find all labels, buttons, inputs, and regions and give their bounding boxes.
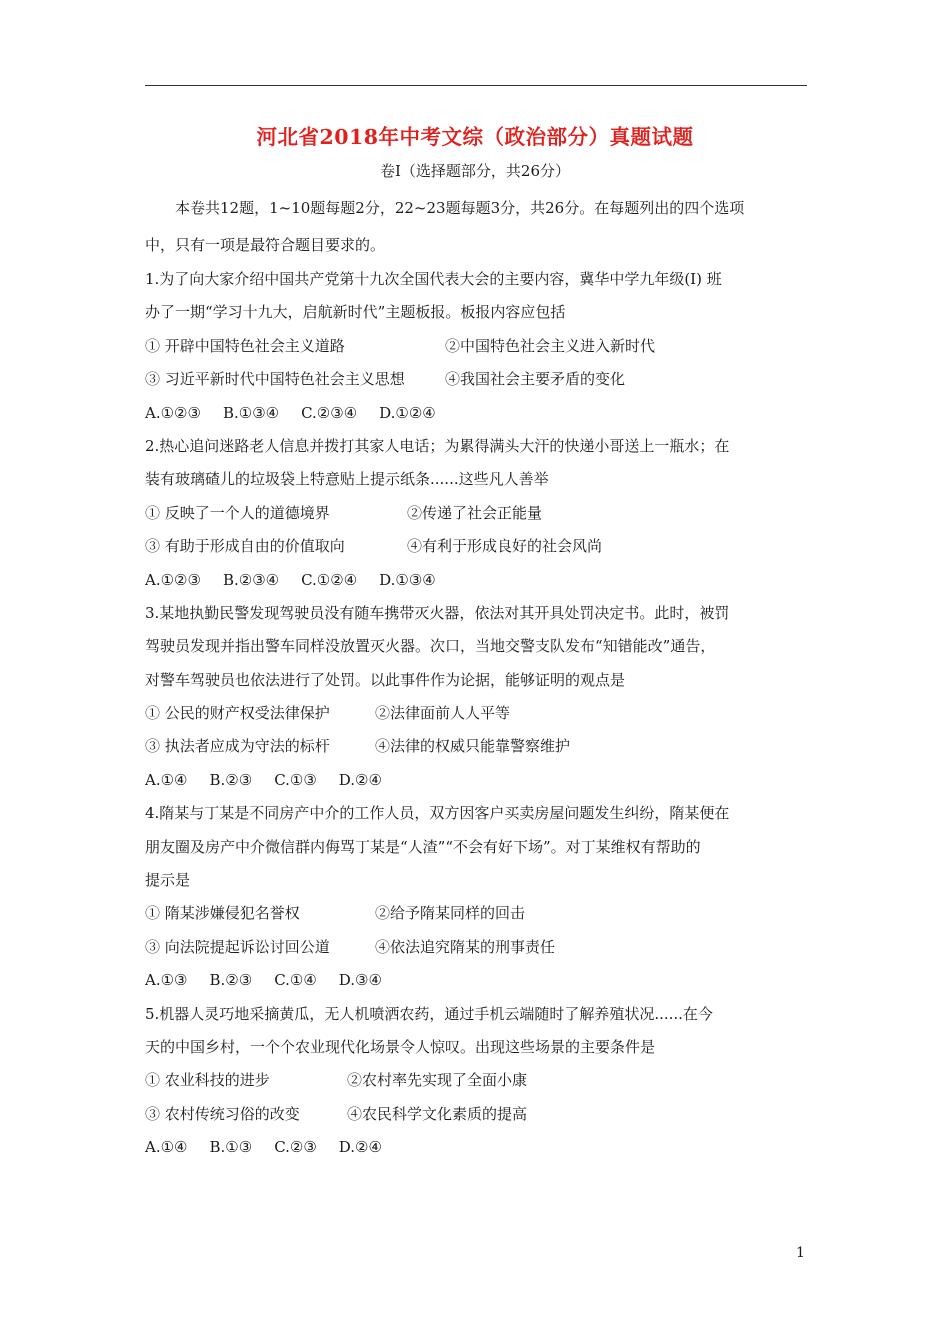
- option: ③ 农村传统习俗的改变: [145, 1104, 300, 1123]
- option: ②农村率先实现了全面小康: [347, 1071, 528, 1090]
- option: ① 开辟中国特色社会主义道路: [145, 336, 345, 355]
- option-row: [145, 1098, 810, 1131]
- answer-choice: A.①③: [145, 971, 188, 990]
- option: ④我国社会主要矛盾的变化: [445, 370, 626, 389]
- option-row: [145, 931, 810, 964]
- option: ③ 习近平新时代中国特色社会主义思想: [145, 370, 405, 389]
- option-row: [145, 730, 810, 763]
- question-stem: 3.某地执勤民警发现驾驶员没有随车携带灭火器，依法对其开具处罚决定书。此时，被罚: [145, 603, 730, 622]
- answer-choice: C.①④: [274, 971, 317, 990]
- option-row: [145, 897, 810, 930]
- answer-choice: C.①③: [274, 770, 317, 789]
- option: ① 隋某涉嫌侵犯名誉权: [145, 904, 300, 923]
- question-1: [145, 263, 810, 430]
- answer-choice: D.②④: [338, 1138, 382, 1157]
- answer-choices: [145, 1131, 810, 1164]
- question-stem: 对警车驾驶员也依法进行了处罚。以此事件作为论据，能够证明的观点是: [145, 670, 626, 689]
- question-stem: 办了一期“学习十九大，启航新时代”主题板报。板报内容应包括: [145, 303, 566, 322]
- option: ④农民科学文化素质的提高: [347, 1104, 528, 1123]
- answer-choice: A.①②③: [145, 570, 201, 589]
- option: ④依法追究隋某的刑事责任: [375, 937, 556, 956]
- option: ③ 执法者应成为守法的标杆: [145, 737, 330, 756]
- answer-choice: C.①②④: [301, 570, 358, 589]
- option-row: [145, 330, 810, 363]
- exam-title: 河北省2018年中考文综（政治部分）真题试题: [256, 125, 694, 149]
- question-stem: 提示是: [145, 871, 191, 890]
- option-row: [145, 697, 810, 730]
- section-subtitle: 卷Ⅰ（选择题部分，共26分）: [379, 162, 570, 180]
- question-5: [145, 998, 810, 1165]
- question-stem: 朋友圈及房产中介微信群内侮骂丁某是“人渣”“不会有好下场”。对丁某维权有帮助的: [145, 837, 701, 856]
- question-stem: 4.隋某与丁某是不同房产中介的工作人员，双方因客户买卖房屋问题发生纠纷，隋某便在: [145, 804, 730, 823]
- answer-choice: C.②③: [274, 1138, 317, 1157]
- intro-line-1: 本卷共12题，1~10题每题2分，22~23题每题3分，共26分。在每题列出的四个选项: [175, 199, 745, 217]
- option: ① 公民的财产权受法律保护: [145, 704, 330, 723]
- option: ③ 有助于形成自由的价值取向: [145, 537, 345, 556]
- answer-choice: A.①②③: [145, 403, 201, 422]
- answer-choice: D.②④: [338, 770, 382, 789]
- option: ③ 向法院提起诉讼讨回公道: [145, 937, 330, 956]
- question-stem: 2.热心追问迷路老人信息并拨打其家人电话；为累得满头大汗的快递小哥送上一瓶水；在: [145, 436, 730, 455]
- answer-choice: A.①④: [145, 1138, 188, 1157]
- answer-choice: D.①③④: [379, 570, 436, 589]
- option: ④有利于形成良好的社会风尚: [407, 537, 603, 556]
- question-stem: 驾驶员发现并指出警车同样没放置灭火器。次口，当地交警支队发布“知错能改”通告，: [145, 637, 716, 656]
- question-stem: 装有玻璃碴儿的垃圾袋上特意贴上提示纸条......这些凡人善举: [145, 470, 549, 489]
- option: ②传递了社会正能量: [407, 503, 543, 522]
- question-2: [145, 430, 810, 597]
- intro-line-2: 中，只有一项是最符合题目要求的。: [145, 235, 386, 254]
- option-row: [145, 1064, 810, 1097]
- answer-choice: B.②③: [209, 971, 253, 990]
- option-row: [145, 363, 810, 396]
- answer-choice: B.①③: [209, 1138, 253, 1157]
- answer-choice: B.①③④: [222, 403, 280, 422]
- question-stem: 5.机器人灵巧地采摘黄瓜，无人机喷洒农药，通过手机云端随时了解养殖状况......在今: [145, 1004, 713, 1023]
- option-row: [145, 497, 810, 530]
- answer-choices: [145, 397, 810, 430]
- option: ① 反映了一个人的道德境界: [145, 503, 330, 522]
- answer-choice: B.②③④: [222, 570, 280, 589]
- answer-choice: D.③④: [338, 971, 382, 990]
- question-3: [145, 597, 810, 797]
- option: ②法律面前人人平等: [375, 704, 511, 723]
- option-row: [145, 530, 810, 563]
- answer-choice: B.②③: [209, 770, 253, 789]
- question-stem: 1.为了向大家介绍中国共产党第十九次全国代表大会的主要内容，冀华中学九年级(I) 班: [145, 270, 722, 288]
- option: ②给予隋某同样的回击: [375, 904, 526, 923]
- answer-choices: [145, 764, 810, 797]
- answer-choices: [145, 564, 810, 597]
- option: ④法律的权威只能靠警察维护: [375, 737, 571, 756]
- answer-choice: D.①②④: [379, 403, 436, 422]
- exam-body: [145, 190, 810, 1165]
- answer-choice: C.②③④: [301, 403, 358, 422]
- option: ① 农业科技的进步: [145, 1071, 270, 1090]
- option: ②中国特色社会主义进入新时代: [445, 336, 656, 355]
- header-rule: [145, 85, 807, 86]
- question-4: [145, 797, 810, 997]
- answer-choices: [145, 964, 810, 997]
- question-stem: 天的中国乡村，一个个农业现代化场景令人惊叹。出现这些场景的主要条件是: [145, 1037, 656, 1056]
- answer-choice: A.①④: [145, 770, 188, 789]
- page-number: 1: [796, 1245, 805, 1261]
